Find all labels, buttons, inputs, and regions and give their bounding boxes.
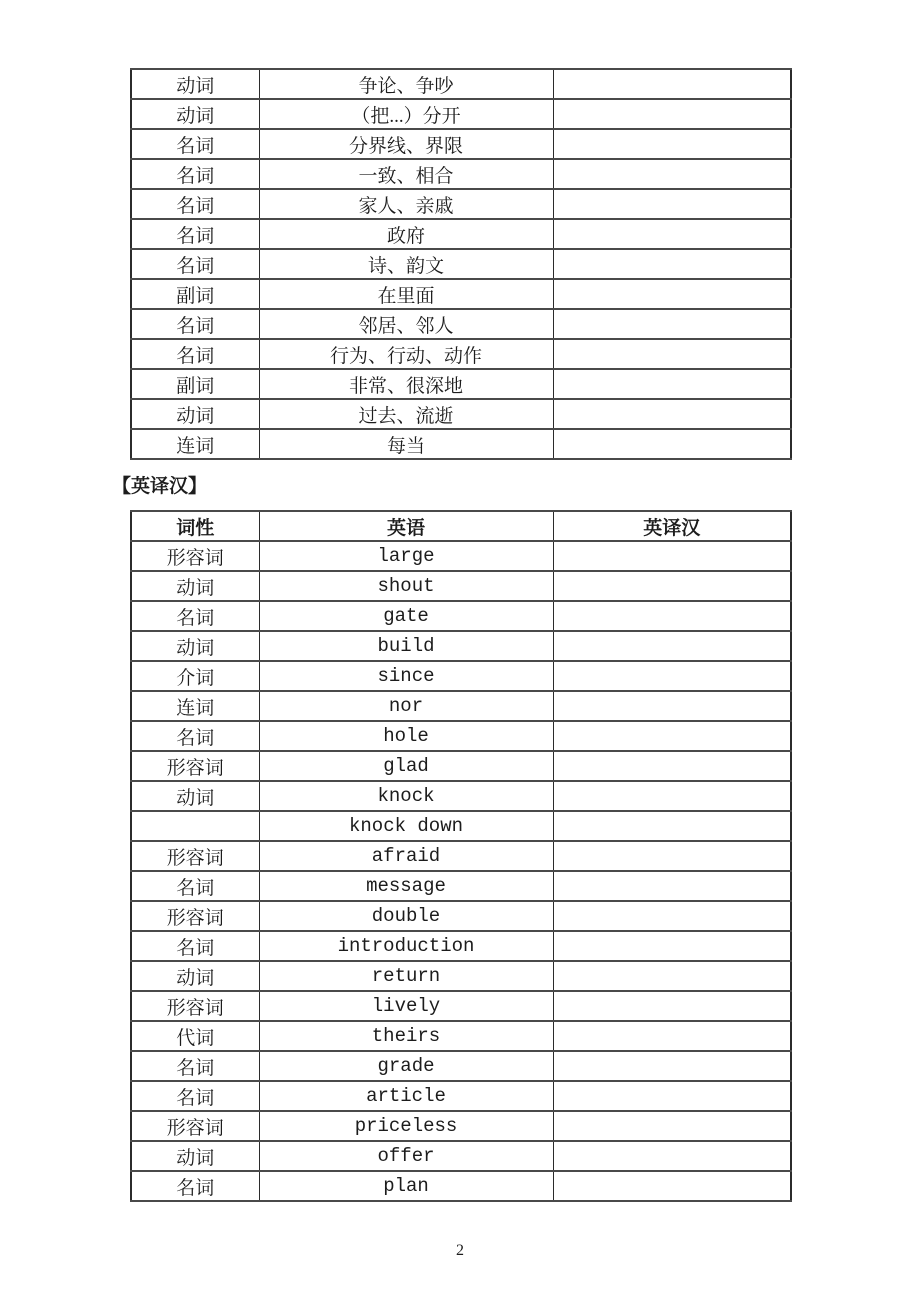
answer-cell — [553, 631, 791, 661]
answer-cell — [553, 991, 791, 1021]
english-word-cell: gate — [259, 601, 553, 631]
meaning-cell: 家人、亲戚 — [259, 189, 553, 219]
answer-cell — [553, 931, 791, 961]
meaning-cell: （把...）分开 — [259, 99, 553, 129]
table-row — [131, 219, 791, 249]
table-row — [131, 279, 791, 309]
table-row — [131, 751, 791, 781]
meaning-cell: 诗、韵文 — [259, 249, 553, 279]
part-of-speech-cell: 名词 — [131, 1051, 259, 1081]
part-of-speech-cell: 名词 — [131, 219, 259, 249]
part-of-speech-cell: 名词 — [131, 249, 259, 279]
answer-cell — [553, 841, 791, 871]
english-word-cell: hole — [259, 721, 553, 751]
table-row — [131, 99, 791, 129]
table-row — [131, 1051, 791, 1081]
table-row — [131, 661, 791, 691]
english-word-cell: knock down — [259, 811, 553, 841]
answer-cell — [553, 721, 791, 751]
table-row — [131, 339, 791, 369]
part-of-speech-cell: 动词 — [131, 99, 259, 129]
table-row — [131, 901, 791, 931]
table-row — [131, 159, 791, 189]
part-of-speech-cell: 名词 — [131, 1081, 259, 1111]
table-row — [131, 1141, 791, 1171]
table-row — [131, 69, 791, 99]
english-word-cell: build — [259, 631, 553, 661]
table-row — [131, 429, 791, 459]
header-row — [131, 511, 791, 541]
part-of-speech-cell: 连词 — [131, 429, 259, 459]
answer-cell — [553, 309, 791, 339]
english-word-cell: return — [259, 961, 553, 991]
english-word-cell: shout — [259, 571, 553, 601]
table-row — [131, 1021, 791, 1051]
part-of-speech-cell: 名词 — [131, 601, 259, 631]
meaning-cell: 在里面 — [259, 279, 553, 309]
answer-cell — [553, 601, 791, 631]
english-word-cell: nor — [259, 691, 553, 721]
col-header-part-of-speech: 词性 — [131, 511, 259, 541]
answer-cell — [553, 399, 791, 429]
answer-cell — [553, 871, 791, 901]
answer-cell — [553, 99, 791, 129]
answer-cell — [553, 751, 791, 781]
table-row — [131, 571, 791, 601]
answer-cell — [553, 369, 791, 399]
meaning-cell: 一致、相合 — [259, 159, 553, 189]
answer-cell — [553, 129, 791, 159]
answer-cell — [553, 189, 791, 219]
english-word-cell: plan — [259, 1171, 553, 1201]
meaning-cell: 争论、争吵 — [259, 69, 553, 99]
part-of-speech-cell: 动词 — [131, 571, 259, 601]
answer-cell — [553, 279, 791, 309]
part-of-speech-cell: 形容词 — [131, 991, 259, 1021]
table-row — [131, 841, 791, 871]
answer-cell — [553, 1021, 791, 1051]
english-word-cell: priceless — [259, 1111, 553, 1141]
table-row — [131, 369, 791, 399]
english-word-cell: double — [259, 901, 553, 931]
answer-cell — [553, 961, 791, 991]
part-of-speech-cell: 名词 — [131, 931, 259, 961]
answer-cell — [553, 159, 791, 189]
answer-cell — [553, 429, 791, 459]
table-row — [131, 541, 791, 571]
part-of-speech-cell: 名词 — [131, 309, 259, 339]
answer-cell — [553, 661, 791, 691]
part-of-speech-cell: 连词 — [131, 691, 259, 721]
answer-cell — [553, 339, 791, 369]
part-of-speech-cell: 名词 — [131, 1171, 259, 1201]
table-row — [131, 309, 791, 339]
table-row — [131, 129, 791, 159]
answer-cell — [553, 541, 791, 571]
part-of-speech-cell: 代词 — [131, 1021, 259, 1051]
english-word-cell: since — [259, 661, 553, 691]
part-of-speech-cell: 动词 — [131, 631, 259, 661]
meaning-cell: 过去、流逝 — [259, 399, 553, 429]
answer-cell — [553, 1081, 791, 1111]
english-word-cell: offer — [259, 1141, 553, 1171]
table-row — [131, 811, 791, 841]
part-of-speech-cell: 形容词 — [131, 751, 259, 781]
english-word-cell: afraid — [259, 841, 553, 871]
part-of-speech-cell: 形容词 — [131, 541, 259, 571]
part-of-speech-cell: 名词 — [131, 129, 259, 159]
answer-cell — [553, 571, 791, 601]
part-of-speech-cell: 名词 — [131, 721, 259, 751]
english-word-cell: large — [259, 541, 553, 571]
part-of-speech-cell — [131, 811, 259, 841]
table-row — [131, 961, 791, 991]
meaning-cell: 邻居、邻人 — [259, 309, 553, 339]
part-of-speech-cell: 形容词 — [131, 841, 259, 871]
meaning-cell: 分界线、界限 — [259, 129, 553, 159]
answer-cell — [553, 691, 791, 721]
part-of-speech-cell: 动词 — [131, 781, 259, 811]
part-of-speech-cell: 介词 — [131, 661, 259, 691]
meaning-cell: 非常、很深地 — [259, 369, 553, 399]
english-word-cell: knock — [259, 781, 553, 811]
part-of-speech-cell: 副词 — [131, 369, 259, 399]
part-of-speech-cell: 名词 — [131, 159, 259, 189]
table-row — [131, 931, 791, 961]
table-row — [131, 991, 791, 1021]
table-row — [131, 1081, 791, 1111]
answer-cell — [553, 1111, 791, 1141]
col-header-english: 英语 — [259, 511, 553, 541]
answer-cell — [553, 781, 791, 811]
answer-cell — [553, 69, 791, 99]
part-of-speech-cell: 动词 — [131, 399, 259, 429]
page-number: 2 — [456, 1242, 464, 1259]
part-of-speech-cell: 名词 — [131, 189, 259, 219]
table-row — [131, 1111, 791, 1141]
part-of-speech-cell: 形容词 — [131, 1111, 259, 1141]
part-of-speech-cell: 名词 — [131, 871, 259, 901]
table-row — [131, 249, 791, 279]
table-row — [131, 631, 791, 661]
meaning-cell: 每当 — [259, 429, 553, 459]
answer-cell — [553, 811, 791, 841]
table-row — [131, 601, 791, 631]
section-title-en-to-cn: 【英译汉】 — [112, 476, 208, 497]
en-to-cn-table — [130, 510, 792, 1202]
part-of-speech-cell: 动词 — [131, 961, 259, 991]
answer-cell — [553, 219, 791, 249]
part-of-speech-cell: 副词 — [131, 279, 259, 309]
english-word-cell: lively — [259, 991, 553, 1021]
answer-cell — [553, 249, 791, 279]
table-row — [131, 871, 791, 901]
english-word-cell: message — [259, 871, 553, 901]
table-row — [131, 691, 791, 721]
table-row — [131, 781, 791, 811]
part-of-speech-cell: 名词 — [131, 339, 259, 369]
english-word-cell: grade — [259, 1051, 553, 1081]
english-word-cell: article — [259, 1081, 553, 1111]
table-row — [131, 1171, 791, 1201]
english-word-cell: introduction — [259, 931, 553, 961]
answer-cell — [553, 1171, 791, 1201]
english-word-cell: glad — [259, 751, 553, 781]
part-of-speech-cell: 动词 — [131, 1141, 259, 1171]
part-of-speech-cell: 形容词 — [131, 901, 259, 931]
table-row — [131, 189, 791, 219]
col-header-translation: 英译汉 — [553, 511, 791, 541]
answer-cell — [553, 1051, 791, 1081]
meaning-cell: 行为、行动、动作 — [259, 339, 553, 369]
part-of-speech-cell: 动词 — [131, 69, 259, 99]
table-row — [131, 399, 791, 429]
answer-cell — [553, 1141, 791, 1171]
answer-cell — [553, 901, 791, 931]
chinese-meanings-table — [130, 68, 792, 460]
english-word-cell: theirs — [259, 1021, 553, 1051]
meaning-cell: 政府 — [259, 219, 553, 249]
table-row — [131, 721, 791, 751]
